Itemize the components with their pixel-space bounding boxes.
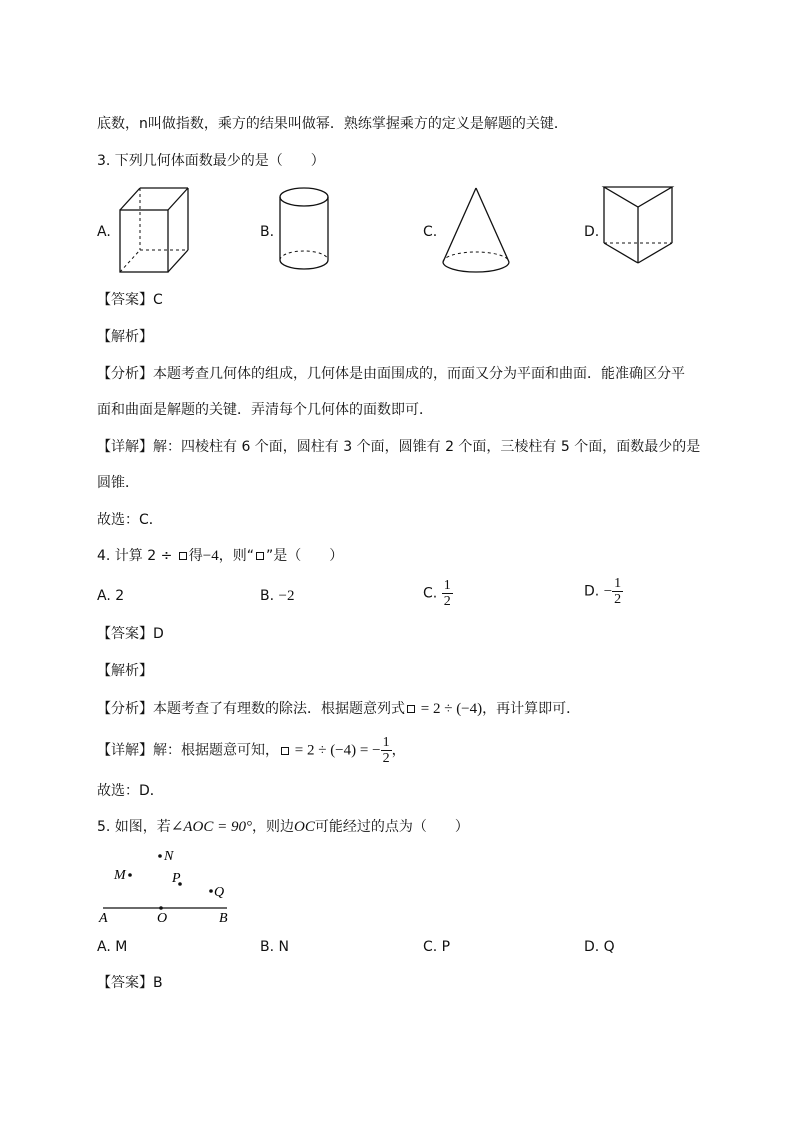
q4-stem-end: ”是（ ）: [266, 548, 344, 564]
q3-analysis-1: 【分析】本题考查几何体的组成，几何体是由面围成的，而面又分为平面和曲面．能准确区分平: [97, 366, 685, 382]
fraction-half: [381, 735, 392, 766]
q3-detail-2: 圆锥．: [97, 475, 139, 491]
q4-stem-post: ，则“: [218, 548, 255, 564]
q3-option-d-label: D.: [584, 224, 600, 240]
fraction-half: [442, 578, 453, 609]
label-m: M: [114, 868, 126, 883]
q3-detail-1: 【详解】解：四棱柱有 6 个面，圆柱有 3 个面，圆锥有 2 个面，三棱柱有 5 个面，面数最少的是: [97, 439, 701, 455]
blank-box-icon: [179, 552, 187, 560]
q3-option-b-label: B.: [260, 224, 275, 240]
label-q: Q: [214, 885, 225, 900]
point-o-dot: [159, 906, 163, 910]
q5-option-d: D. Q: [584, 939, 615, 955]
q4-jiexi: 【解析】: [97, 663, 153, 679]
q4-stem-pre: 4. 计算 2 ÷: [97, 548, 177, 564]
fraction-denominator: 2: [443, 594, 451, 609]
q4-stem: [97, 546, 343, 566]
q3-choose: 故选：C．: [97, 512, 163, 528]
q4-stem-mid: 得: [188, 548, 203, 564]
q5-stem: [97, 817, 469, 837]
point-n-dot: [158, 854, 162, 858]
label-a: A: [99, 911, 108, 926]
q4-option-c: [423, 578, 453, 609]
q4-analysis-pre: 【分析】本题考查了有理数的除法．根据题意列式: [97, 701, 405, 717]
point-q-dot: [209, 889, 213, 893]
fraction-half: [612, 576, 623, 607]
q4-option-b-value: −2: [278, 588, 295, 604]
q4-option-c-label: C.: [423, 585, 438, 602]
q4-option-a: A. 2: [97, 588, 125, 604]
q5-option-c: C. P: [423, 939, 451, 955]
q4-option-d-label: D.: [584, 583, 600, 600]
q4-choose: 故选：D．: [97, 783, 164, 799]
q5-stem-post: 可能经过的点为（ ）: [314, 819, 469, 835]
q5-option-a: A. M: [97, 939, 128, 955]
point-m-dot: [128, 873, 132, 877]
q4-detail-pre: 【详解】解：根据题意可知，: [97, 742, 279, 759]
q4-answer: 【答案】D: [97, 626, 164, 642]
label-n: N: [164, 849, 174, 864]
q3-jiexi: 【解析】: [97, 329, 153, 345]
q4-detail-post: ，: [391, 742, 406, 759]
fraction-numerator: 1: [382, 735, 390, 750]
q4-stem-value: −4: [202, 548, 219, 564]
label-o: O: [157, 911, 168, 926]
q4-analysis: [97, 699, 580, 719]
q4-analysis-post: ，再计算即可．: [482, 701, 581, 717]
intro-line: 底数，n叫做指数，乘方的结果叫做幂．熟练掌握乘方的定义是解题的关键．: [97, 116, 568, 132]
q5-answer: 【答案】B: [97, 975, 163, 991]
q3-analysis-2: 面和曲面是解题的关键．弄清每个几何体的面数即可．: [97, 402, 433, 418]
cylinder-figure: [278, 186, 332, 274]
q5-option-b: B. N: [260, 939, 289, 955]
label-p: P: [172, 871, 181, 886]
fraction-numerator: 1: [443, 578, 451, 593]
cone-figure: [440, 186, 514, 276]
q4-detail: [97, 735, 406, 766]
q5-stem-oc: OC: [294, 819, 315, 835]
q5-stem-pre: 5. 如图，若: [97, 819, 171, 835]
fraction-numerator: 1: [614, 576, 622, 591]
cube-figure: [118, 186, 190, 274]
q3-option-a-label: A.: [97, 224, 111, 240]
q5-stem-angle: ∠AOC = 90°: [170, 819, 253, 835]
q4-analysis-expr: = 2 ÷ (−4): [417, 701, 483, 717]
blank-box-icon: [281, 747, 289, 755]
minus-sign: −: [603, 583, 613, 600]
q5-stem-mid: ，则边: [252, 819, 295, 835]
q4-option-d: [584, 576, 623, 607]
triangular-prism-figure: [602, 185, 674, 267]
fraction-denominator: 2: [614, 592, 622, 607]
q3-option-c-label: C.: [423, 224, 438, 240]
blank-box-icon: [256, 552, 264, 560]
q3-stem: 3. 下列几何体面数最少的是（ ）: [97, 153, 325, 169]
q3-answer: 【答案】C: [97, 292, 163, 308]
blank-box-icon: [407, 705, 415, 713]
q4-option-b-label: B.: [260, 588, 275, 604]
q4-option-b: [260, 586, 294, 606]
label-b: B: [219, 911, 228, 926]
q4-detail-expr: = 2 ÷ (−4) = −: [291, 742, 381, 759]
angle-diagram: [95, 842, 245, 926]
fraction-denominator: 2: [382, 751, 390, 766]
